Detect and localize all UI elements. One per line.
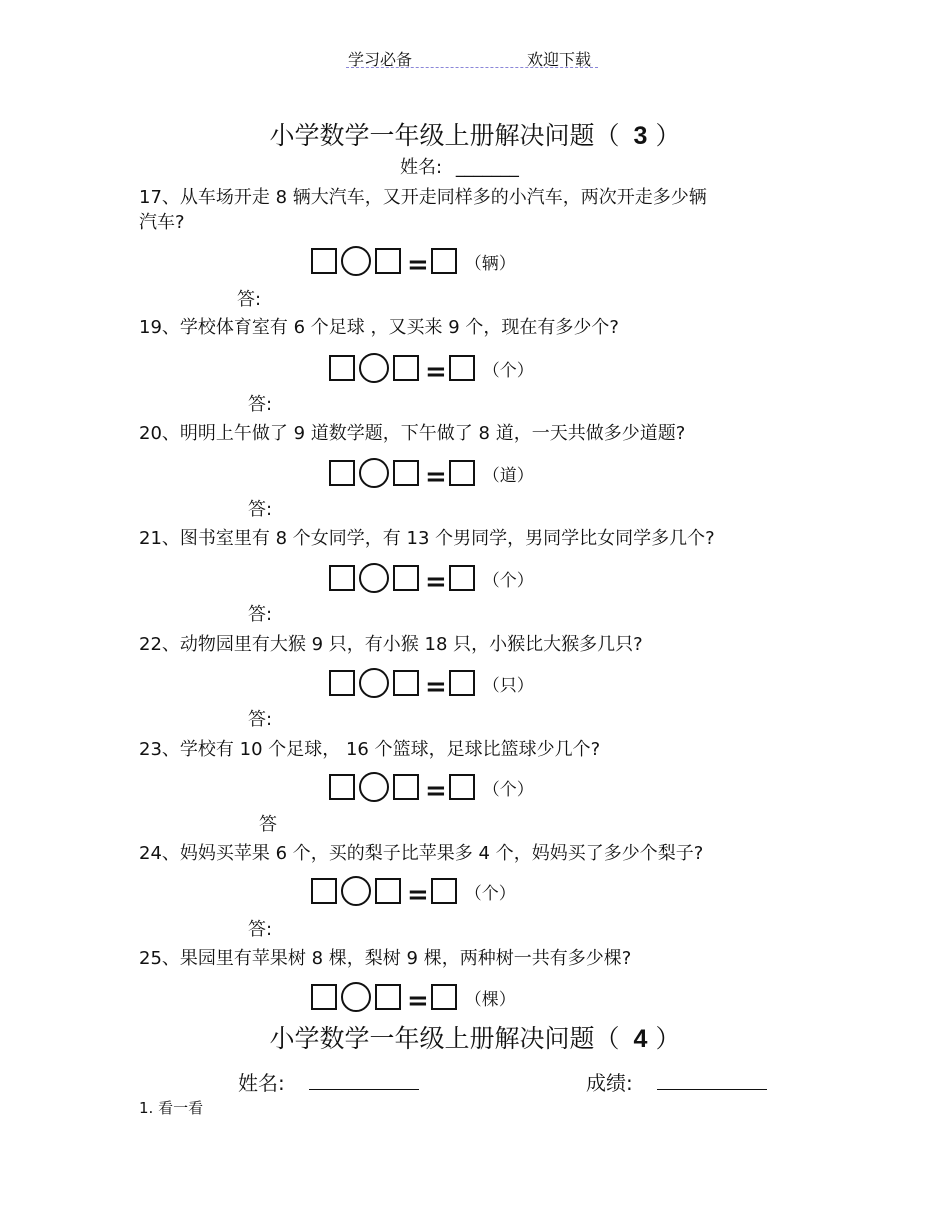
problem-19-text: 19、学校体育室有 6 个足球 ，又买来 9 个，现在有多少个? [139,317,619,338]
name-blank[interactable] [309,1089,419,1090]
problem-22-answer-label: 答: [248,709,273,730]
unit-label: （个） [482,779,534,800]
unit-label: （只） [482,675,534,696]
operand-box[interactable] [375,984,401,1010]
section4-item-1: 1. 看一看 [139,1099,204,1117]
unit-label: （个） [464,883,516,904]
problem-17-text: 17、从车场开走 8 辆大汽车，又开走同样多的小汽车，两次开走多少辆 [139,187,707,208]
operator-circle[interactable] [359,458,389,488]
equals-sign: = [407,250,429,280]
problem-22-text: 22、动物园里有大猴 9 只，有小猴 18 只，小猴比大猴多几只? [139,634,643,655]
operand-box[interactable] [311,878,337,904]
problem-19-answer-label: 答: [248,394,273,415]
operand-box[interactable] [329,355,355,381]
problem-24-answer-label: 答: [248,919,273,940]
problem-22-equation [329,666,534,700]
problem-25-text: 25、果园里有苹果树 8 棵，梨树 9 棵，两种树一共有多少棵? [139,948,632,969]
result-box[interactable] [449,565,475,591]
result-box[interactable] [449,460,475,486]
problem-23-text: 23、学校有 10 个足球， 16 个篮球，足球比篮球少几个? [139,739,601,760]
header-right: 欢迎下载 [527,50,592,69]
problem-23-equation [329,770,534,804]
equals-sign: = [407,986,429,1016]
result-box[interactable] [431,984,457,1010]
unit-label: （道） [482,465,534,486]
operand-box[interactable] [311,248,337,274]
operator-circle[interactable] [359,772,389,802]
section3-name-field: 姓名: _______ [400,157,519,178]
operand-box[interactable] [393,565,419,591]
unit-label: （棵） [464,989,516,1010]
operator-circle[interactable] [341,876,371,906]
section3-title: 小学数学一年级上册解决问题（ 3 ） [269,121,681,150]
operand-box[interactable] [311,984,337,1010]
operand-box[interactable] [329,774,355,800]
problem-20-text: 20、明明上午做了 9 道数学题，下午做了 8 道，一天共做多少道题? [139,423,686,444]
unit-label: （个） [482,570,534,591]
problem-23-answer-label: 答 [259,814,277,835]
operand-box[interactable] [393,774,419,800]
problem-24-equation [311,874,516,908]
equals-sign: = [425,672,447,702]
operator-circle[interactable] [359,353,389,383]
section4-score-field: 成绩: [586,1067,767,1096]
operand-box[interactable] [393,460,419,486]
problem-24-text: 24、妈妈买苹果 6 个，买的梨子比苹果多 4 个，妈妈买了多少个梨子? [139,843,704,864]
result-box[interactable] [449,355,475,381]
equals-sign: = [425,567,447,597]
problem-19-equation [329,351,534,385]
operand-box[interactable] [393,355,419,381]
equals-sign: = [425,462,447,492]
unit-label: （辆） [464,253,516,274]
operand-box[interactable] [329,670,355,696]
operator-circle[interactable] [341,246,371,276]
problem-17-equation [311,244,516,278]
operand-box[interactable] [329,460,355,486]
unit-label: （个） [482,360,534,381]
problem-25-equation [311,980,516,1014]
problem-21-equation [329,561,534,595]
result-box[interactable] [449,670,475,696]
problem-20-equation [329,456,534,490]
equals-sign: = [425,357,447,387]
header-left: 学习必备 [348,50,413,69]
section4-name-field: 姓名: [238,1067,419,1096]
problem-20-answer-label: 答: [248,499,273,520]
operand-box[interactable] [393,670,419,696]
result-box[interactable] [431,878,457,904]
problem-17-text-cont: 汽车? [139,212,185,233]
operator-circle[interactable] [359,668,389,698]
result-box[interactable] [449,774,475,800]
score-blank[interactable] [657,1089,767,1090]
operator-circle[interactable] [341,982,371,1012]
operand-box[interactable] [329,565,355,591]
result-box[interactable] [431,248,457,274]
section4-title: 小学数学一年级上册解决问题（ 4 ） [269,1024,681,1053]
operator-circle[interactable] [359,563,389,593]
operand-box[interactable] [375,248,401,274]
problem-21-text: 21、图书室里有 8 个女同学，有 13 个男同学，男同学比女同学多几个? [139,528,715,549]
operand-box[interactable] [375,878,401,904]
problem-21-answer-label: 答: [248,604,273,625]
equals-sign: = [407,880,429,910]
problem-17-answer-label: 答: [237,289,262,310]
equals-sign: = [425,776,447,806]
header-divider [346,67,598,68]
